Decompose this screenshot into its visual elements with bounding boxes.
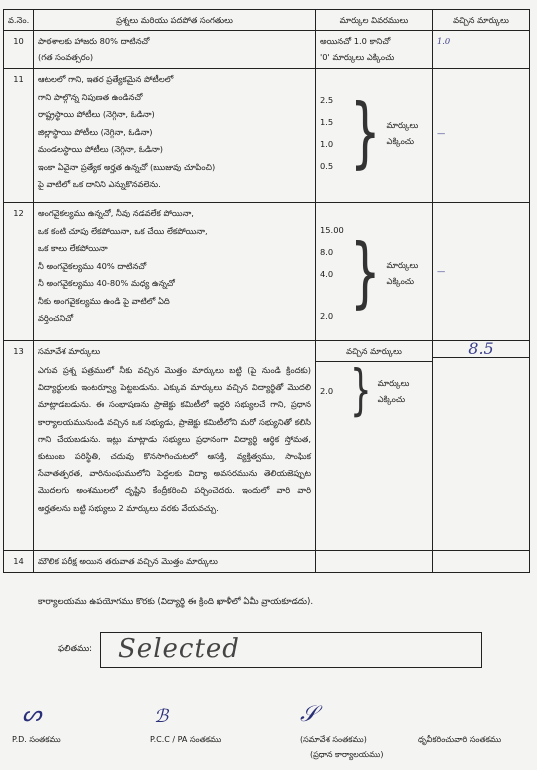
table-row xyxy=(4,31,530,69)
row-obtained-marks xyxy=(433,551,530,573)
mark-value: 2.0 xyxy=(320,386,334,396)
member-signature-sublabel: (ప్రధాన కార్యాలయము) xyxy=(310,750,384,759)
table-row xyxy=(4,341,530,551)
pd-signature-label: P.D. సంతకము xyxy=(12,735,61,744)
brace-icon: } xyxy=(350,88,381,178)
table-row xyxy=(4,69,530,203)
header-marks-detail: మార్కుల వివరములు xyxy=(316,10,433,31)
row-obtained-marks xyxy=(433,341,530,551)
member-signature-label: (సమావేశ సంతకము) xyxy=(300,735,367,744)
header-items: ప్రశ్నలు మరియు పదపోత సంగతులు xyxy=(34,10,316,31)
marks-instruction: మార్కులు ఎక్కించు xyxy=(386,260,419,286)
office-use-note: కార్యాలయము ఉపయోగము కొరకు (విద్యార్థి ఈ క్రింది ఖాళీలో ఏమీ వ్రాయకూడదు). xyxy=(38,597,314,607)
mark-value: 15.00 xyxy=(320,225,344,235)
row-question: పాఠశాలకు హాజరు 80% దాటినచో (గత సంవత్సరం) xyxy=(34,31,316,69)
verifier-signature-label: ధృవీకరించువారి సంతకము xyxy=(418,735,502,744)
table-row xyxy=(4,551,530,573)
row-marks-rule xyxy=(316,341,433,551)
row-number: 14 xyxy=(4,551,34,573)
pcc-signature-mark: ℬ xyxy=(154,706,169,727)
mark-value: 4.0 xyxy=(320,269,334,279)
row-number: 10 xyxy=(4,31,34,69)
row-marks-rule xyxy=(316,69,433,203)
row-question xyxy=(34,341,316,551)
mark-value: 8.0 xyxy=(320,247,334,257)
result-value: Selected xyxy=(118,634,240,664)
row-question: మౌలిక పరీక్ష అయిన తరువాత వచ్చిన మొత్తం మార్కులు xyxy=(34,551,316,573)
pd-signature-mark: ᔕ xyxy=(22,702,42,727)
marks-instruction: మార్కులు ఎక్కించు xyxy=(377,378,410,404)
row-obtained-marks: 1.0 xyxy=(433,31,530,69)
row-number: 13 xyxy=(4,341,34,551)
row-obtained-marks: — xyxy=(433,203,530,341)
row-title: సమావేశ మార్కులు xyxy=(38,346,101,356)
mark-value: 2.5 xyxy=(320,95,334,105)
header-marks-obtained: వచ్చిన మార్కులు xyxy=(433,10,530,31)
row-number: 12 xyxy=(4,203,34,341)
marks-table xyxy=(3,9,530,573)
obtained-value: 8.5 xyxy=(433,341,529,358)
header-serial-number: వ.నెం. xyxy=(4,10,34,31)
row-number: 11 xyxy=(4,69,34,203)
row-obtained-marks: — xyxy=(433,69,530,203)
marks-instruction: మార్కులు ఎక్కించు xyxy=(386,120,419,146)
table-header-row xyxy=(4,10,530,31)
row-marks-rule xyxy=(316,203,433,341)
member-signature-mark: 𝒮 xyxy=(300,702,318,727)
result-label: ఫలితము: xyxy=(58,644,93,654)
mark-value: 2.0 xyxy=(320,311,334,321)
table-row xyxy=(4,203,530,341)
row-question: ఆటలలో గాని, ఇతర ప్రత్యేకమైన పోటీలలో గాని పాల్గొన్న నిపుణత ఉండినచో రాష్ట్రస్థాయి పోటీలు (నెగ్గినా, ఓడినా) జిల్లాస్థాయి పోటీలు (నెగ్గినా, ఓడినా) మండలస్థాయి పోటీలు (నెగ్గినా, ఓడినా) ఇంకా ఏవైనా ప్రత్యేక అర్హత ఉన్నచో (ఋజువు చూపించి) పై వాటిలో ఒక దానిని ఎన్నుకొనవలెను. xyxy=(34,69,316,203)
row-marks-rule: అయినచో 1.0 కానిచో '0' మార్కులు ఎక్కించు xyxy=(316,31,433,69)
pcc-signature-label: P.C.C / PA సంతకము xyxy=(150,735,222,744)
marks-sub-header: వచ్చిన మార్కులు xyxy=(316,341,432,362)
row-question: అంగవైకల్యము ఉన్నచో, నీవు నడవలేక పోయినా, ఒక కంటి చూపు లేకపోయినా, ఒక చేయి లేకపోయినా, ఒక కాలు లేకపోయినా నీ అంగవైకల్యము 40% దాటినచో నీ అంగవైకల్యము 40-80% మధ్య ఉన్నచో నీకు అంగవైకల్యము ఉండి పై వాటిలో ఏది వర్తించనిచో xyxy=(34,203,316,341)
mark-value: 0.5 xyxy=(320,161,334,171)
brace-icon: } xyxy=(350,228,381,318)
brace-icon: } xyxy=(350,359,372,423)
row-marks-rule xyxy=(316,551,433,573)
mark-value: 1.0 xyxy=(320,139,334,149)
row-description: ఎగువ ప్రశ్న పత్రములో నీకు వచ్చిన మొత్తం మార్కులు బట్టి (పై నుండి క్రిందకు) విద్యార్థులకు ఇంటర్వ్యూ పెట్టబడును. ఎక్కువ మార్కులు వచ్చిన విద్యార్థితో మొదలి మాట్లాడబడును. ఈ సంభాషణను ప్రాజెక్టు కమిటీలో ఇద్దరి సభ్యులచే గాని, ప్రధాన కార్యాలయమునుండి వచ్చిన ఒక సభ్యుడు, ప్రాజెక్టు కమిటీలోని మరో సభ్యునితో కలిసి గాని చేయబడును. ఇట్లు మాట్లాడు సభ్యులు ప్రధానంగా విద్యార్థి ఆర్థిక స్తోమత, కుటుంబ పరిస్థితి, చదువు కొనసాగించుటలో ఆసక్తి, వ్యక్తిత్వము, సాంఘిక సేవాతత్పరత, వారినుంఘములోని పెద్దలకు విద్యా అవసరమును తెలియజెప్పుట మొదలగు అంశములలో దృష్టిని కేంద్రీకరించి పర్చించెదరు. ఇందులో వారి వారి అర్హతలను బట్టి సభ్యులు 2 మార్కులు వరకు వేయవచ్చు. xyxy=(38,365,311,513)
mark-value: 1.5 xyxy=(320,117,334,127)
